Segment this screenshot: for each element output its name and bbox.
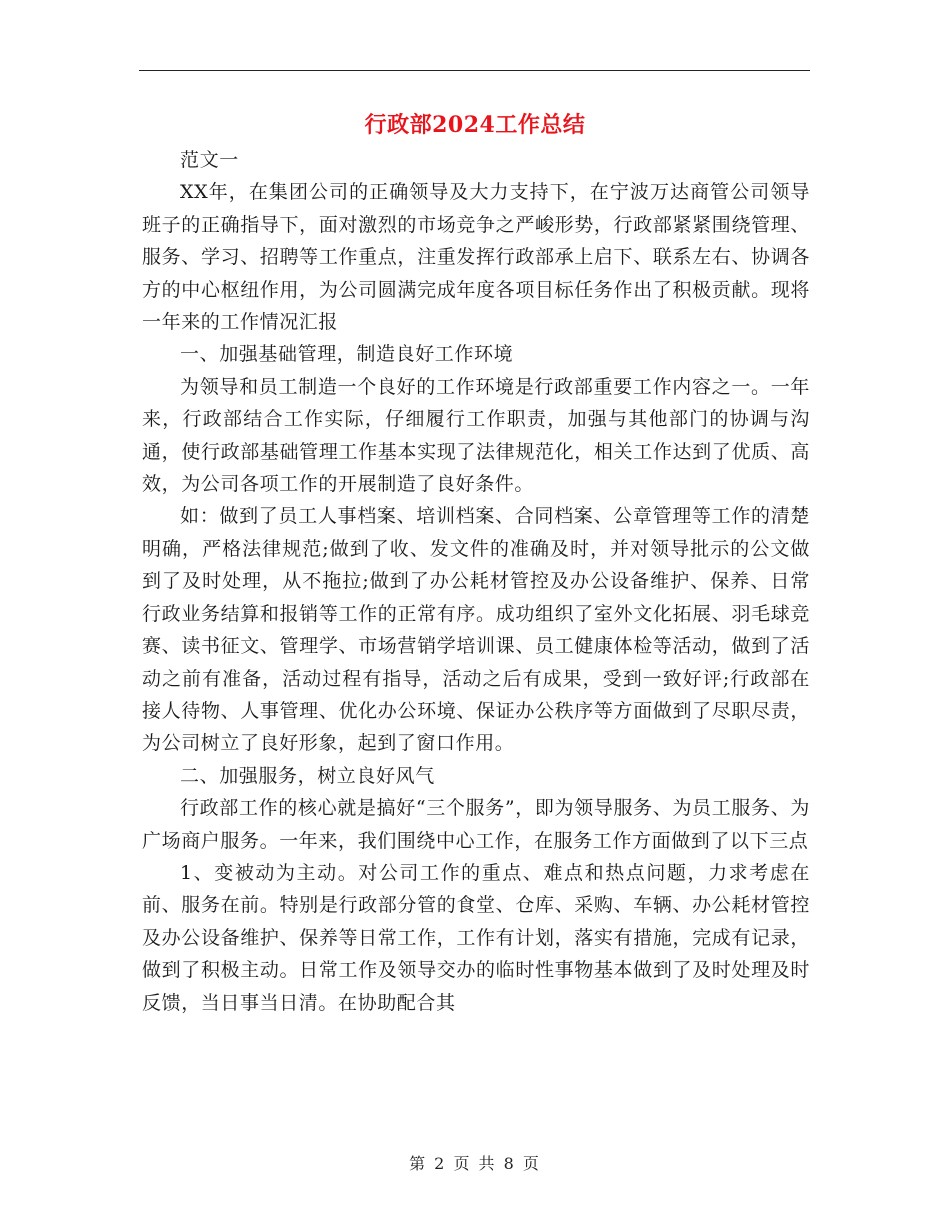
paragraph-section-2-point-1: 1、变被动为主动。对公司工作的重点、难点和热点问题，力求考虑在前、服务在前。特别是行政部分管的食堂、仓库、采购、车辆、办公耗材管控及办公设备维护、保养等日常工作，工作有计划，落实有措施，完成有记录，做到了积极主动。日常工作及领导交办的临时性事物基本做到了及时处理及时反馈，当日事当日清。在协助配合其 bbox=[142, 861, 810, 1014]
document-body bbox=[142, 144, 810, 1019]
paragraph-intro: XX年，在集团公司的正确领导及大力支持下，在宁波万达商管公司领导班子的正确指导下，面对激烈的市场竞争之严峻形势，行政部紧紧围绕管理、服务、学习、招聘等工作重点，注重发挥行政部承上启下、联系左右、协调各方的中心枢纽作用，为公司圆满完成年度各项目标任务作出了积极贡献。现将一年来的工作情况汇报 bbox=[142, 181, 810, 334]
heading-section-2: 二、加强服务，树立良好风气 bbox=[180, 764, 435, 787]
page-number-footer: 第 2 页 共 8 页 bbox=[409, 1154, 541, 1173]
heading-section-1: 一、加强基础管理，制造良好工作环境 bbox=[180, 343, 514, 366]
paragraph-section-1-examples: 如：做到了员工人事档案、培训档案、合同档案、公章管理等工作的清楚明确，严格法律规范;做到了收、发文件的准确及时，并对领导批示的公文做到了及时处理，从不拖拉;做到了办公耗材管控及办公设备维护、保养、日常行政业务结算和报销等工作的正常有序。成功组织了室外文化拓展、羽毛球竞赛、读书征文、管理学、市场营销学培训课、员工健康体检等活动，做到了活动之前有准备，活动过程有指导，活动之后有成果，受到一致好评;行政部在接人待物、人事管理、优化办公环境、保证办公秩序等方面做到了尽职尽责，为公司树立了良好形象，起到了窗口作用。 bbox=[142, 505, 810, 755]
header-rule bbox=[139, 70, 810, 71]
document-title: 行政部2024工作总结 bbox=[364, 112, 586, 138]
paragraph-section-label: 范文一 bbox=[180, 149, 239, 171]
paragraph-section-2-body: 行政部工作的核心就是搞好“三个服务”，即为领导服务、为员工服务、为广场商户服务。一年来，我们围绕中心工作，在服务工作方面做到了以下三点 bbox=[142, 797, 810, 852]
paragraph-section-1-body: 为领导和员工制造一个良好的工作环境是行政部重要工作内容之一。一年来，行政部结合工作实际，仔细履行工作职责，加强与其他部门的协调与沟通，使行政部基础管理工作基本实现了法律规范化，相关工作达到了优质、高效，为公司各项工作的开展制造了良好条件。 bbox=[142, 375, 810, 496]
